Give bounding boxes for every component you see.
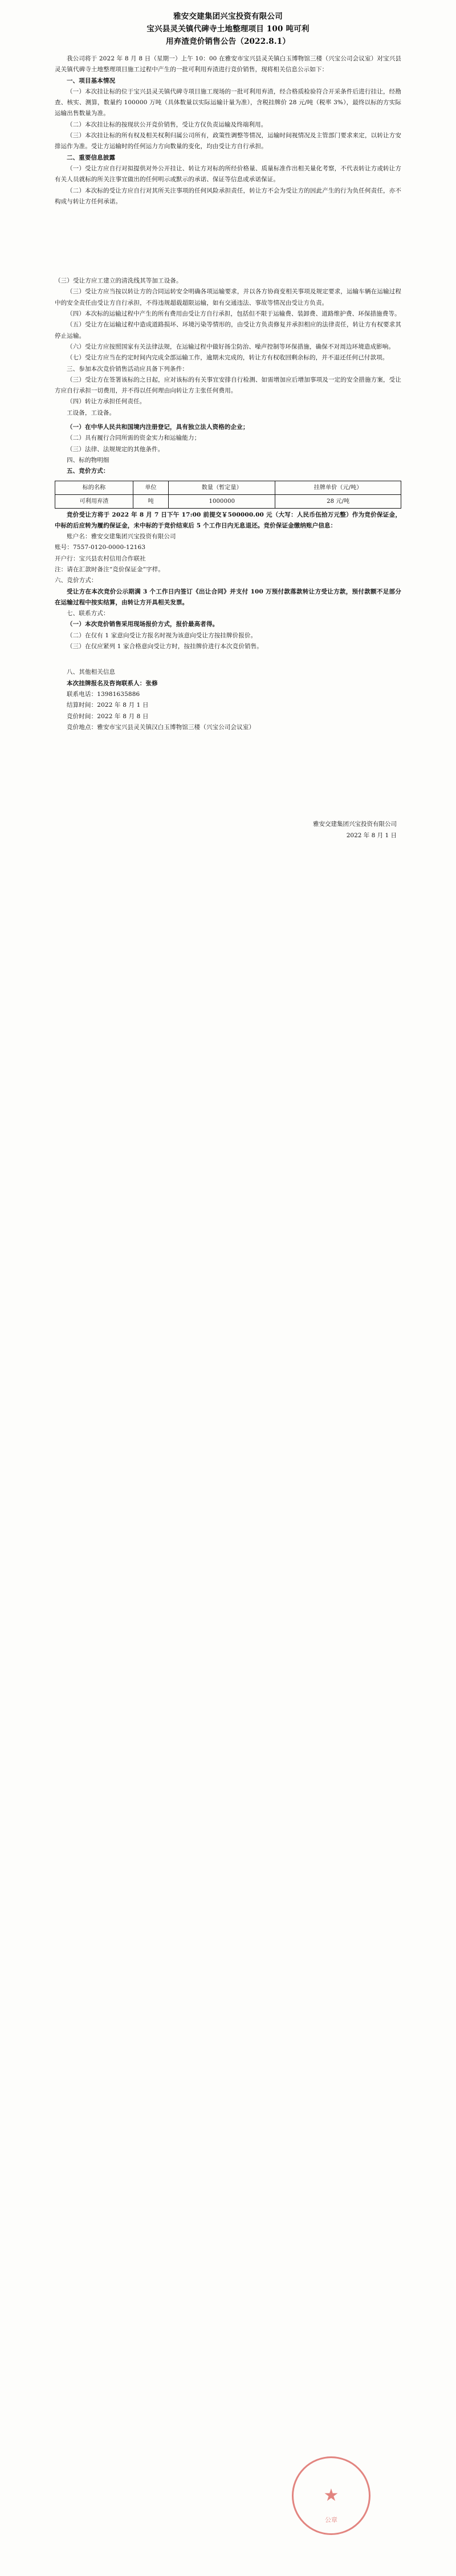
bank-account-branch: 注：请在汇款时备注“竞价保证金”字样。 <box>55 566 165 573</box>
paragraph-3-1: （二）具有履行合同所需的资金实力和运输能力； <box>67 435 201 442</box>
paragraph-5-1: 账户名：雅安交建集团兴宝投资有限公司 <box>67 533 176 540</box>
table-cell-name: 可利用弃渣 <box>55 494 133 508</box>
page-break-gap-1 <box>55 207 401 276</box>
paragraph-2-10: （四）转让方承担任何责任。 <box>67 398 146 406</box>
heading-section-5: 竞价受让方将于 2022 年 8 月 7 日下午 17:00 前提交￥500000.00 元（大写：人民币伍拾万元整）作为竞价保证金，中标的后应转为履约保证金，未中标的于竞价结束后 5 个工作日内无息退还。竞价保证金缴纳账户信息： <box>55 511 401 529</box>
seal-bottom-text: 公章 <box>325 2516 337 2524</box>
contact-phone: 结算时间：2022 年 8 月 1 日 <box>67 702 149 709</box>
spacer-before-section-8 <box>55 652 401 667</box>
paragraph-2-1: （一）受让方应自行对拟提供对外公开挂让、转让方对标的所经价格量、质量标准作出相关量化考察，不代表转让方或转让方有关人员就标的所关注事宜做出的任何明示或默示的承诺、保证等信息或承诺保证。 <box>55 165 401 183</box>
table-cell-price: 28 元/吨 <box>275 494 401 508</box>
goods-table-body <box>55 494 401 508</box>
paragraph-1-3: （三）本次挂让标的所有权及相关权利归属公司所有，政策性调整等情况，运输时间视情况及主管部门要求来定，以转让方安排运作为准。受让方运输时的任何运力方向数量的变化，均由受让方自行承担。 <box>55 132 401 150</box>
title-line-2: 宝兴县灵关镇代碑寺土地整理项目 100 吨可利 <box>146 24 310 34</box>
bank-account-name: 账号：7557-0120-0000-12163 <box>55 544 146 551</box>
bank-account-number: 开户行：宝兴县农村信用合作联社 <box>55 555 146 562</box>
paragraph-3-3: 四、标的物明细 <box>67 456 109 464</box>
spacer-before-signature <box>55 733 401 801</box>
heading-section-3: （一）在中华人民共和国境内注册登记，具有独立法人资格的企业； <box>67 424 249 431</box>
title-line-1: 雅安交建集团兴宝投资有限公司 <box>173 12 283 21</box>
contact-person: 联系电话：13981635886 <box>67 690 140 698</box>
goods-table-head <box>55 481 401 494</box>
table-header-cell-3: 挂牌单价（元/吨） <box>275 481 401 494</box>
heading-section-6: 受让方在本次竞价公示期满 3 个工作日内签订《出让合同》并支付 100 万预付款落款转让方受让方款，预付款额不足部分在运输过程中按实结算，由转让方开具相关发票。 <box>55 588 401 606</box>
paragraph-2-3: （三）受让方应当按以转让方的合同运转安全明确各项运输要求，并以各方协商变相关事项及规定要求，运输车辆在运输过程中的安全责任由受让方自行承担，不得违规超载超限运输，如有交通违法、事故等情况由受让方负责。 <box>55 288 401 306</box>
table-row <box>55 494 401 508</box>
paragraph-2-8: 三、参加本次竞价销售活动应具备下列条件： <box>67 365 188 372</box>
seal-star-icon: ★ <box>323 2485 339 2505</box>
heading-section-2: 二、重要信息披露 <box>67 154 116 161</box>
table-cell-quantity: 1000000 <box>169 494 275 508</box>
paragraph-1-2: （二）本次挂让标的按现状公开竞价销售，受让方仅负责运输及终端利用。 <box>67 121 267 128</box>
paragraph-2-2: （二）本次标的受让方应自行对其所关注事项的任何风险承担责任，转让方不会为受让方的因此产生的行为负任何责任，亦不构成与转让方任何承诺。 <box>55 187 401 205</box>
paragraph-6-1: 七、联系方式： <box>67 610 109 617</box>
heading-section-8: 本次挂牌报名及咨询联系人：张修 <box>67 679 158 687</box>
paragraph-3-2: （三）法律、法规规定的其他条件。 <box>67 445 164 453</box>
paragraph-2-7: （七）受让方应当在约定时间内完成全部运输工作，逾期未完成的，转让方有权收回剩余标的，并不退还任何已付款项。 <box>67 354 389 362</box>
document-title-block <box>55 10 401 48</box>
paragraph-7-3: 八、其他相关信息 <box>67 669 116 676</box>
document-sheet <box>0 0 456 841</box>
table-header-cell-2: 数量（暂定量） <box>169 481 275 494</box>
paragraph-2-5: （五）受让方在运输过程中造成道路损坏、环境污染等情形的，由受让方负责修复并承担相应的法律责任，转让方有权要求其停止运输。 <box>55 321 401 339</box>
signature-block <box>55 818 401 841</box>
document-body <box>55 54 401 733</box>
paragraph-7-2: （三）在仅应紧列 1 家合格意向受让方时，按挂牌价进行本次竞价销售。 <box>67 643 263 650</box>
paragraph-7-1: （二）在仅有 1 家意向受让方报名时视为该意向受让方按挂牌价报价。 <box>67 632 257 639</box>
settlement-date: 竞价时间：2022 年 8 月 8 日 <box>67 712 149 720</box>
heading-section-4: 五、竞价方式： <box>67 468 109 475</box>
signature-date: 2022 年 8 月 1 日 <box>346 832 397 839</box>
paragraph-continued-1: （三）受让方应工建立的清洗线其等加工设备。 <box>55 277 182 285</box>
paragraph-2-9: （三）受让方在签署该标的之日起，应对该标的有关事宜安排自行检测、如需增加应后增加事项及一定的安全措施方案，受让方应自行承担一切费用，并不得以任何理由向转让方主张任何费用。 <box>55 376 401 395</box>
table-header-cell-1: 单位 <box>133 481 169 494</box>
paragraph-2-4: （四）本次标的运输过程中产生的所有费用由受让方自行承担，包括但不限于运输费、装卸费、道路维护费、环保措施费等。 <box>67 310 401 318</box>
bank-account-note: 六、竞价方式： <box>55 577 97 584</box>
goods-table <box>55 481 401 509</box>
paragraph-1-1: （一）本次挂让标的位于宝兴县灵关镇代碑寺项目施工现场的一批可利用弃渣，经合格质检验符合开采条件后进行挂让，经勘查、核实、测算，数量约 100000 万吨（具体数量以实际运输计量为准），含税挂牌价 28 元/吨（税率 3%），最终以标的方实际运输出售数量为准。 <box>55 88 401 117</box>
paragraph-2-11: 工设备，工设备。 <box>67 409 116 416</box>
title-line-3: 用弃渣竞价销售公告（2022.8.1） <box>165 37 291 46</box>
table-cell-unit: 吨 <box>133 494 169 508</box>
bidding-date: 竞价地点：雅安市宝兴县灵关镇汉白玉博物馆三楼（兴宝公司会议室） <box>67 723 255 731</box>
company-seal-icon <box>292 2456 370 2535</box>
heading-section-7: （一）本次竞价销售采用现场报价方式，报价最高者得。 <box>67 621 219 628</box>
heading-section-1: 一、项目基本情况 <box>67 77 116 84</box>
signature-company: 雅安交建集团兴宝投资有限公司 <box>313 821 397 828</box>
table-header-row <box>55 481 401 494</box>
paragraph-intro: 我公司将于 2022 年 8 月 8 日（星期一）上午 10：00 在雅安市宝兴县灵关镇白玉博物馆三楼（兴宝公司会议室）对宝兴县灵关镇代碑寺土地整理项目施工过程中产生的一批可利用弃渣进行竞价销售，现将相关信息公示如下： <box>55 55 401 73</box>
paragraph-2-6: （六）受让方应按照国家有关法律法规，在运输过程中做好扬尘防治、噪声控制等环保措施，确保不对周边环境造成影响。 <box>67 343 395 350</box>
table-header-cell-0: 标的名称 <box>55 481 133 494</box>
